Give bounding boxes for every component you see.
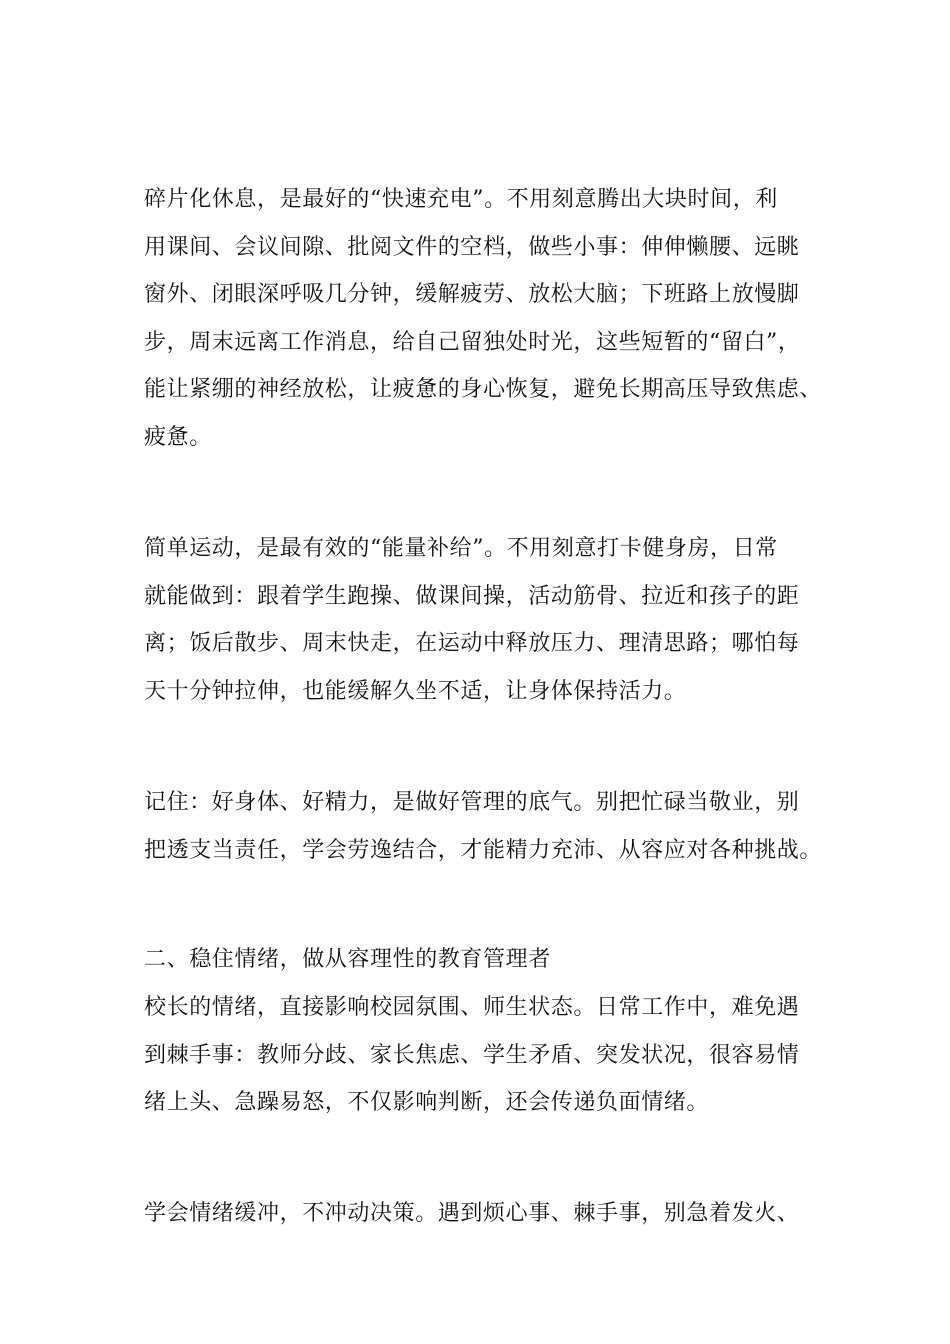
text-line: 就能做到：跟着学生跑操、做课间操，活动筋骨、拉近和孩子的距 xyxy=(144,583,800,609)
section-heading: 二、稳住情绪，做从容理性的教育管理者 xyxy=(144,947,551,972)
text-line: 绪上头、急躁易怒，不仅影响判断，还会传递负面情绪。 xyxy=(144,1090,710,1116)
text-line: 到棘手事：教师分歧、家长焦虑、学生矛盾、突发状况，很容易情 xyxy=(144,1042,800,1068)
text-line: 步，周末远离工作消息，给自己留独处时光，这些短暂的“留白”， xyxy=(144,329,801,355)
text-line: 简单运动，是最有效的“能量补给”。不用刻意打卡健身房，日常 xyxy=(144,536,778,561)
text-line: 学会情绪缓冲，不冲动决策。遇到烦心事、棘手事，别急着发火、 xyxy=(144,1201,800,1226)
paragraph-principal-emotion xyxy=(144,984,824,1127)
text-line: 校长的情绪，直接影响校园氛围、师生状态。日常工作中，难免遇 xyxy=(144,995,800,1020)
text-line: 窗外、闭眼深呼吸几分钟，缓解疲劳、放松大脑；下班路上放慢脚 xyxy=(144,282,800,308)
paragraph-fragmented-rest xyxy=(144,176,824,462)
text-line: 把透支当责任，学会劳逸结合，才能精力充沛、从容应对各种挑战。 xyxy=(144,837,823,863)
text-line: 能让紧绷的神经放松，让疲惫的身心恢复，避免长期高压导致焦虑、 xyxy=(144,377,823,403)
text-line: 碎片化休息，是最好的“快速充电”。不用刻意腾出大块时间，利 xyxy=(144,187,778,212)
text-line: 天十分钟拉伸，也能缓解久坐不适，让身体保持活力。 xyxy=(144,678,687,704)
text-line: 用课间、会议间隙、批阅文件的空档，做些小事：伸伸懒腰、远眺 xyxy=(144,234,800,260)
text-line: 疲惫。 xyxy=(144,424,212,450)
text-line: 离；饭后散步、周末快走，在运动中释放压力、理清思路；哪怕每 xyxy=(144,631,800,657)
paragraph-emotion-buffer xyxy=(144,1190,824,1238)
text-line: 记住：好身体、好精力，是做好管理的底气。别把忙碌当敬业，别 xyxy=(144,790,800,815)
paragraph-simple-exercise xyxy=(144,525,824,715)
paragraph-remember xyxy=(144,779,824,874)
